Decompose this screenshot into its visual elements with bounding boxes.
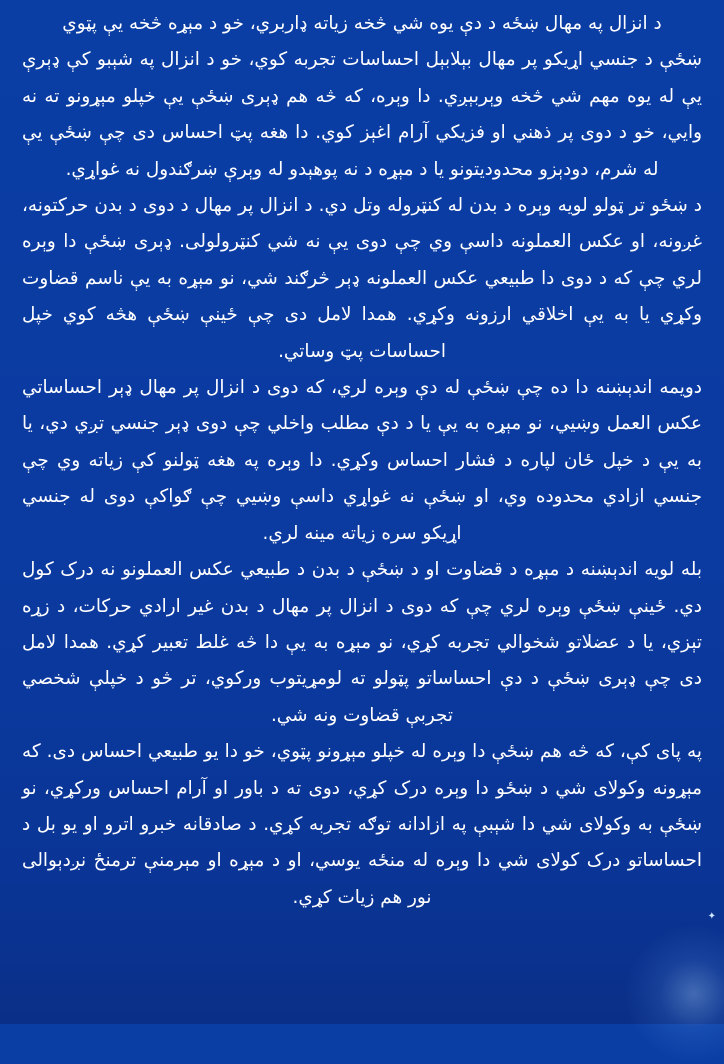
sparkle-icon: ✦ <box>707 911 716 922</box>
paragraph-4: بله لویه اندېښنه د مېړه د قضاوت او د ښځې د بدن د طبیعي عکس العملونو نه درک کول دي. ځینې ښځې وېره لري چې که دوی د انزال پر مهال د بدن غیر ارادي حرکات، د زړه تېزي، یا د عضلاتو شخوالي تجربه کړي، نو مېړه به یې دا څه غلط تعبیر کړي. همدا لامل دی چې ډېری ښځې د دې احساساتو پټولو ته لومړیتوب ورکوي، تر څو د خپلې شخصي تجربې قضاوت ونه شي. <box>22 559 702 726</box>
paragraph-1: ښځې د جنسي اړیکو پر مهال بېلابېل احساسات تجربه کوي، خو د انزال په شېبو کې ډېرې یې له یوه مهم شي څخه وېربېږي. دا وېره، که څه هم ډېری ښځې یې خپلو مېړونو ته نه وایي، خو د دوی پر ذهني او فزیکي آرام اغېز کوي. دا هغه پټ احساس دی چې ښځې یې له شرم، دودېزو محدودیتونو یا د مېړه د نه پوهېدو له وېرې ښرګندول نه غواړي. <box>22 49 702 180</box>
paragraph-3: دویمه اندېښنه دا ده چې ښځې له دې وېره لري، که دوی د انزال پر مهال ډېر احساساتي عکس العمل وښیي، نو مېړه به یې یا د دې مطلب واخلي چې دوی ډېر جنسي تږي دي، یا به یې د خپل ځان لپاره د فشار احساس وکړي. دا وېره په هغه ټولنو کې زیاته وي چې جنسي ازادي محدوده وي، او ښځې نه غواړي داسې وښیي چې ګواکې دوی له جنسي اړیکو سره زیاته مینه لري. <box>22 377 702 544</box>
article-title: د انزال په مهال ښځه د دې یوه شي څخه زیاته ډاربري، خو د مېړه څخه یې پټوي <box>62 13 662 34</box>
paragraph-5: په پای کې، که څه هم ښځې دا وېره له خپلو مېړونو پټوي، خو دا یو طبیعي احساس دی. که مېړونه وکولای شي د ښځو دا وېره درک کړي، دوی ته د باور او آرام احساس ورکړي، نو ښځې به وکولای شي دا شېبې په ازادانه توګه تجربه کړي. د صادقانه خبرو اترو او یو بل د احساساتو درک کولای شي دا وېره له منځه یوسي، او د مېړه او مېرمنې ترمنځ نږدېوالی نور هم زیات کړي. <box>22 741 702 908</box>
article-body <box>22 6 702 1014</box>
paragraph-2: د ښځو تر ټولو لویه وېره د بدن له کنټروله وتل دي. د انزال پر مهال د دوی د بدن حرکتونه، غږونه، او عکس العملونه داسې وي چې دوی یې نه شي کنټرولولی. ډېری ښځې دا وېره لري چې که د دوی دا طبیعي عکس العملونه ډېر څرګند شي، نو مېړه به یې ناسم قضاوت وکړي یا به یې اخلاقي ارزونه وکړي. همدا لامل دی چې ځینې ښځې هڅه کوي خپل احساسات پټ وساتي. <box>22 195 702 362</box>
